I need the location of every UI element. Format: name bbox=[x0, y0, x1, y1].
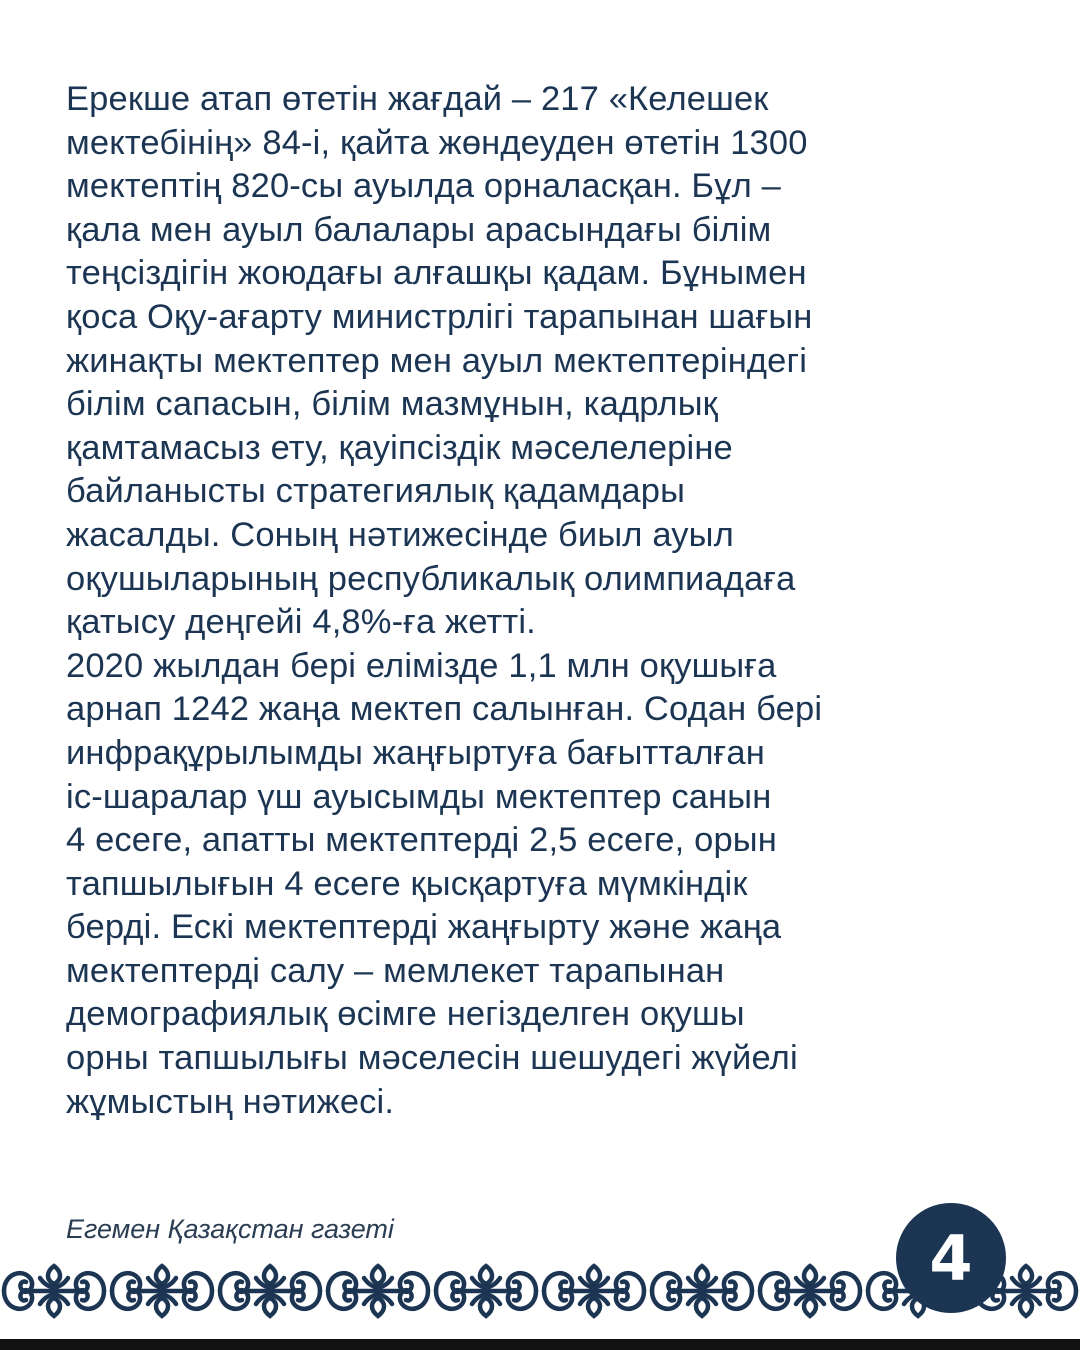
text-line: 4 есеге, апатты мектептерді 2,5 есеге, орын bbox=[66, 821, 777, 860]
text-line: оқушыларының республикалық олимпиадаға bbox=[66, 559, 796, 598]
text-line: демографиялық өсімге негізделген оқушы bbox=[66, 995, 745, 1034]
text-line: Ерекше атап өтетін жағдай – 217 «Келешек bbox=[66, 80, 769, 118]
text-line: мектебінің» 84-і, қайта жөндеуден өтетін 1300 bbox=[66, 123, 808, 162]
text-line: мектептің 820-сы ауылда орналасқан. Бұл – bbox=[66, 167, 781, 206]
article-text bbox=[66, 78, 1026, 1124]
text-line: арнап 1242 жаңа мектеп салынған. Содан бері bbox=[66, 690, 823, 729]
text-line: жасалды. Соның нәтижесінде биыл ауыл bbox=[66, 515, 734, 554]
bottom-bar bbox=[0, 1339, 1080, 1350]
text-line: қамтамасыз ету, қауіпсіздік мәселелеріне bbox=[66, 428, 733, 467]
text-line: 2020 жылдан бері елімізде 1,1 млн оқушыға bbox=[66, 646, 777, 685]
text-line: байланысты стратегиялық қадамдары bbox=[66, 472, 686, 511]
text-line: жинақты мектептер мен ауыл мектептеріндегі bbox=[66, 341, 808, 380]
text-line: іс-шаралар үш ауысымды мектептер санын bbox=[66, 777, 772, 816]
text-line: инфрақұрылымды жаңғыртуға бағытталған bbox=[66, 733, 765, 772]
text-line: берді. Ескі мектептерді жаңғырту және жаңа bbox=[66, 908, 782, 947]
text-line: білім сапасын, білім мазмұнын, кадрлық bbox=[66, 385, 718, 424]
text-line: жұмыстың нәтижесі. bbox=[66, 1082, 395, 1121]
page-number-badge: 4 bbox=[896, 1203, 1006, 1313]
text-line: тапшылығын 4 есеге қысқартуға мүмкіндік bbox=[66, 864, 748, 903]
text-line: қала мен ауыл балалары арасындағы білім bbox=[66, 210, 772, 249]
text-line: қатысу деңгейі 4,8%-ға жетті. bbox=[66, 603, 536, 642]
text-line: теңсіздігін жоюдағы алғашқы қадам. Бұнымен bbox=[66, 254, 807, 293]
article-body bbox=[66, 78, 1026, 1124]
text-line: қоса Оқу-ағарту министрлігі тарапынан шағын bbox=[66, 297, 813, 336]
source-caption: Егемен Қазақстан газеті bbox=[66, 1214, 394, 1244]
text-line: мектептерді салу – мемлекет тарапынан bbox=[66, 951, 725, 990]
text-line: орны тапшылығы мәселесін шешудегі жүйелі bbox=[66, 1039, 798, 1078]
